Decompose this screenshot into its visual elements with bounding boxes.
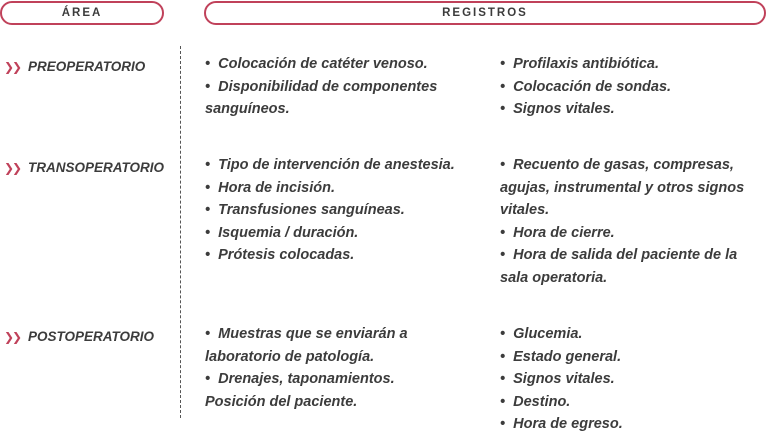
area-label xyxy=(4,160,164,175)
registro-item: • Muestras que se enviarán a laboratorio de patología. xyxy=(205,323,473,368)
registros-column-1 xyxy=(205,154,473,267)
double-chevron-right-icon: ❯❯ xyxy=(4,59,21,74)
registros-column-2 xyxy=(500,323,768,436)
area-label xyxy=(4,329,154,344)
registro-item: • Hora de incisión. xyxy=(205,177,473,200)
registro-item: • Prótesis colocadas. xyxy=(205,244,473,267)
area-header-label: ÁREA xyxy=(61,7,103,19)
registro-item: • Recuento de gasas, compresas, agujas, instrumental y otros signos vitales. xyxy=(500,154,768,222)
registro-item: • Hora de cierre. xyxy=(500,222,768,245)
registro-item: • Hora de egreso. xyxy=(500,413,768,436)
registros-header xyxy=(204,1,766,25)
double-chevron-right-icon: ❯❯ xyxy=(4,160,21,175)
registro-item: • Signos vitales. xyxy=(500,368,768,391)
registro-item: • Glucemia. xyxy=(500,323,768,346)
registro-item: • Transfusiones sanguíneas. xyxy=(205,199,473,222)
registro-item: • Disponibilidad de componentes sanguíneos. xyxy=(205,76,473,121)
area-header xyxy=(0,1,164,25)
registro-item: • Colocación de catéter venoso. xyxy=(205,53,473,76)
area-name: PREOPERATORIO xyxy=(28,59,146,74)
registro-item: • Hora de salida del paciente de la sala operatoria. xyxy=(500,244,768,289)
registros-column-1 xyxy=(205,53,473,121)
registro-item: • Destino. xyxy=(500,391,768,414)
registros-column-2 xyxy=(500,154,768,289)
registro-item: • Isquemia / duración. xyxy=(205,222,473,245)
registro-item: • Drenajes, taponamientos. xyxy=(205,368,473,391)
registro-item: • Profilaxis antibiótica. xyxy=(500,53,768,76)
column-divider xyxy=(180,46,181,418)
registros-column-1 xyxy=(205,323,473,413)
registros-header-label: REGISTROS xyxy=(442,7,528,19)
registro-item: • Colocación de sondas. xyxy=(500,76,768,99)
area-name: TRANSOPERATORIO xyxy=(28,160,165,175)
registro-item: Posición del paciente. xyxy=(205,393,358,410)
registro-item: • Estado general. xyxy=(500,346,768,369)
registro-item: • Tipo de intervención de anestesia. xyxy=(205,154,473,177)
double-chevron-right-icon: ❯❯ xyxy=(4,329,21,344)
registro-item: • Signos vitales. xyxy=(500,98,768,121)
area-label xyxy=(4,59,145,74)
area-name: POSTOPERATORIO xyxy=(28,329,155,344)
registros-column-2 xyxy=(500,53,768,121)
